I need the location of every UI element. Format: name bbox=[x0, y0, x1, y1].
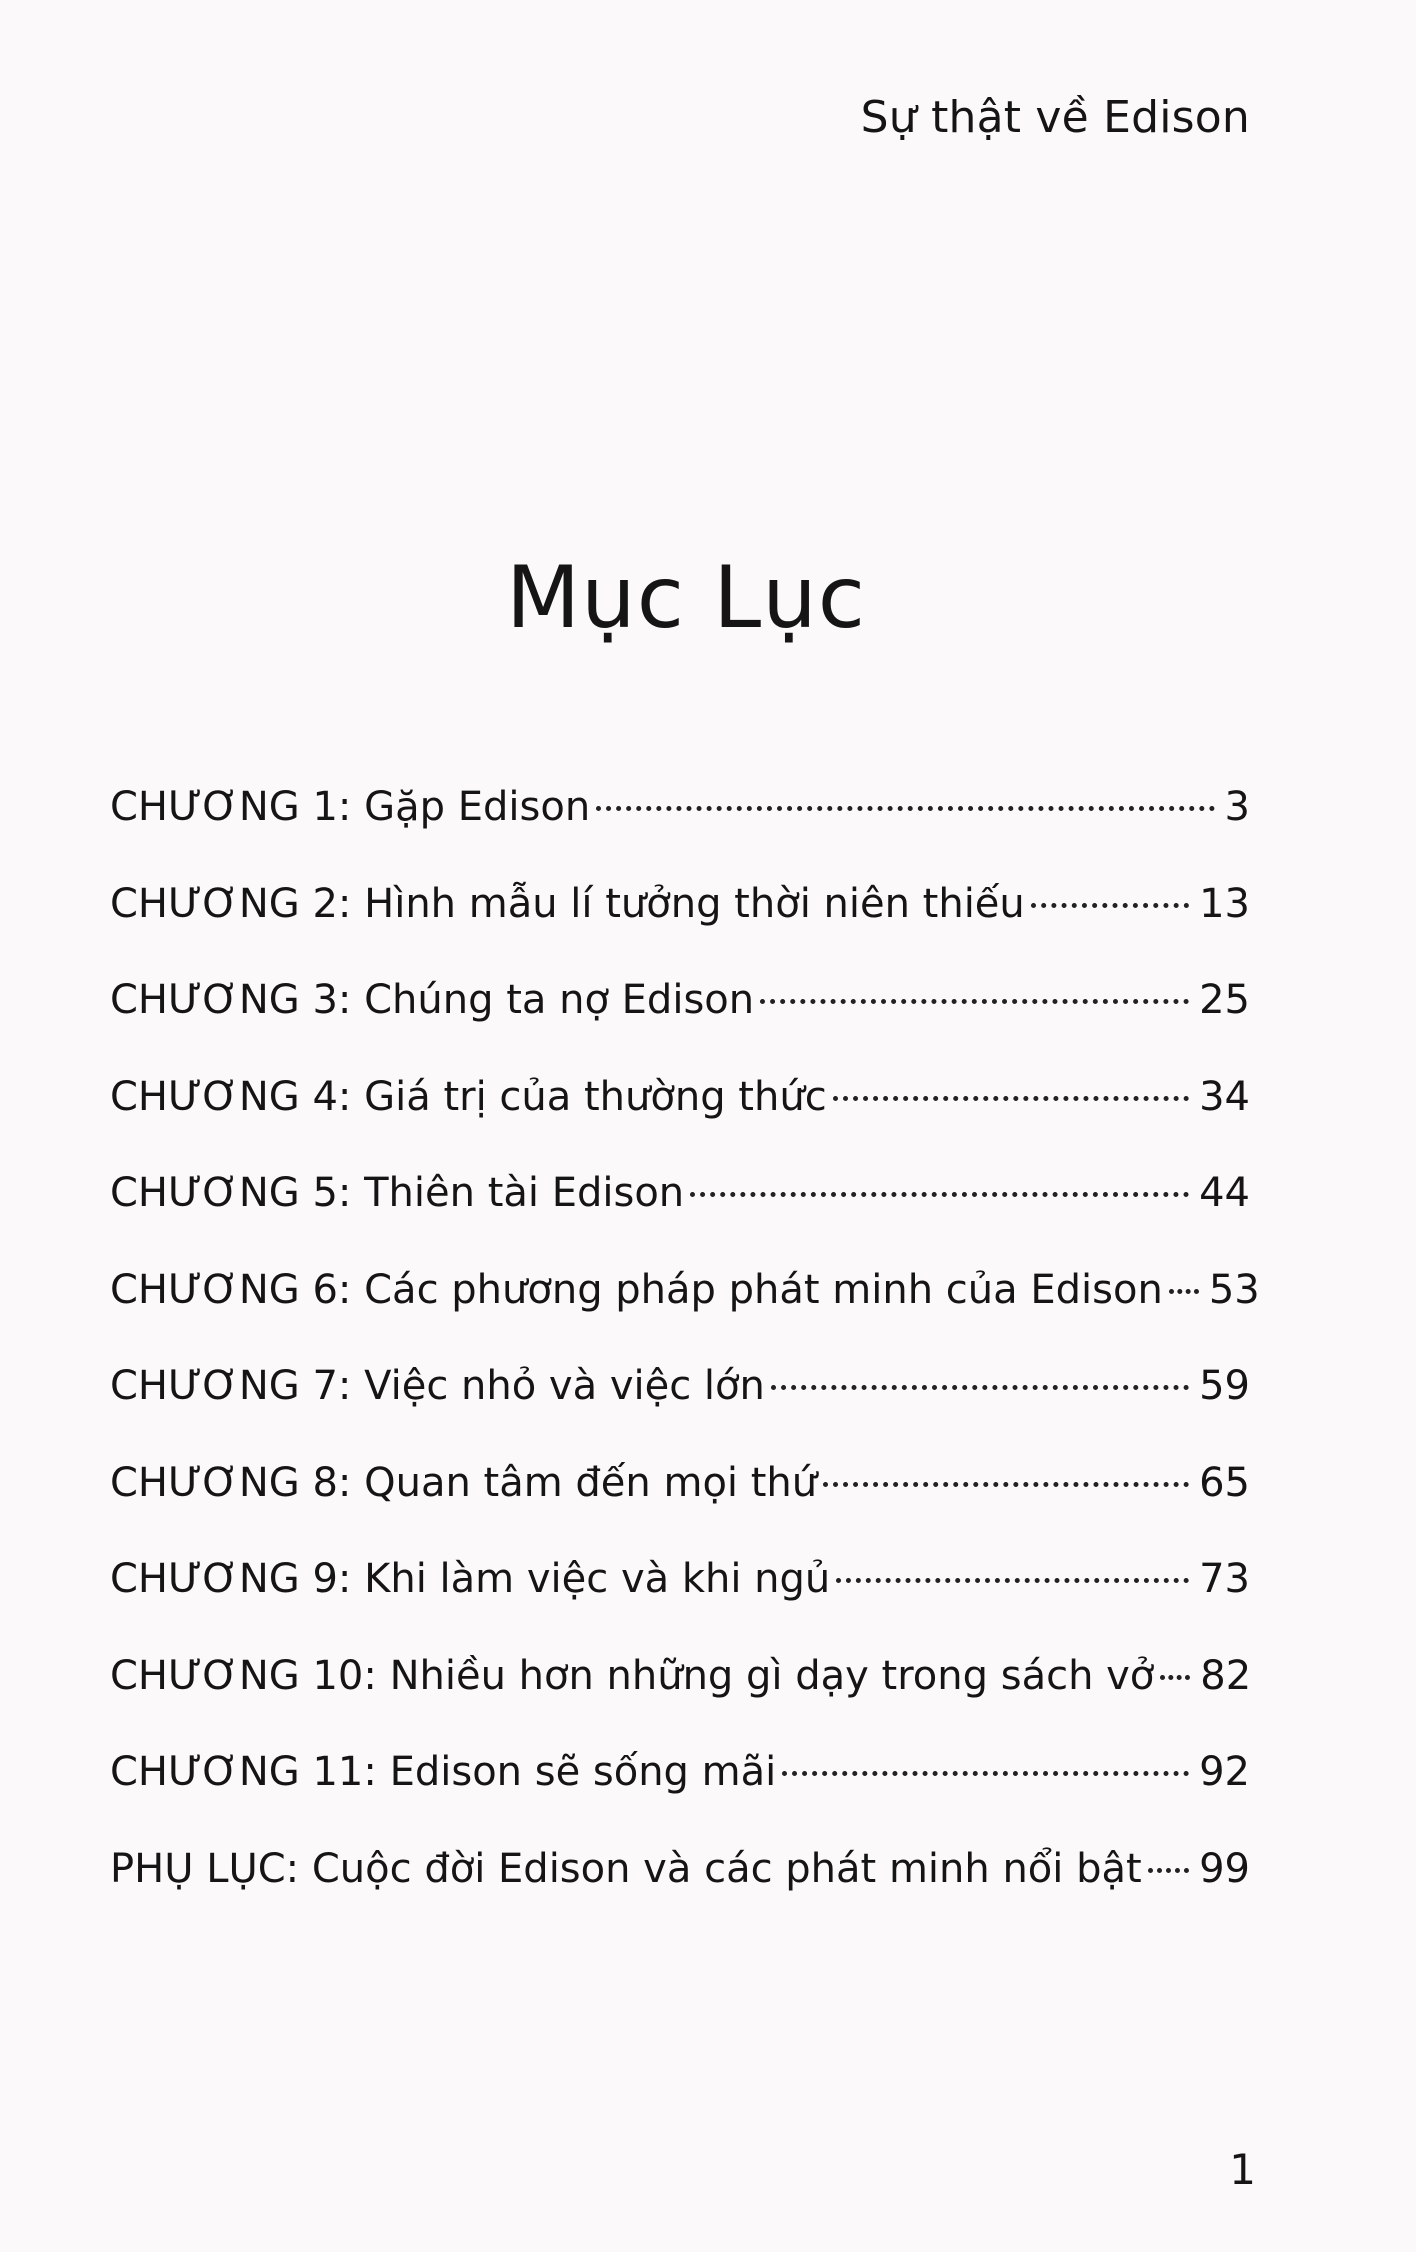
toc-entry-label: CHƯƠNG 10: Nhiều hơn những gì dạy trong sách vở bbox=[110, 1652, 1155, 1699]
toc-entry-page: 59 bbox=[1199, 1363, 1250, 1409]
toc-entry-label: CHƯƠNG 11: Edison sẽ sống mãi bbox=[110, 1749, 777, 1795]
toc-entry-page: 73 bbox=[1199, 1556, 1250, 1602]
toc-entry-page: 53 bbox=[1208, 1266, 1260, 1313]
dot-leader bbox=[782, 1771, 1189, 1776]
toc-entry-page: 82 bbox=[1200, 1652, 1252, 1699]
toc-entry-chapter-6[interactable] bbox=[110, 1260, 1260, 1357]
toc-list bbox=[110, 777, 1260, 1935]
dot-leader bbox=[823, 1482, 1189, 1487]
toc-entry-chapter-10[interactable] bbox=[110, 1646, 1250, 1743]
dot-leader bbox=[690, 1192, 1189, 1197]
toc-entry-chapter-2[interactable] bbox=[110, 874, 1250, 971]
toc-entry-label: CHƯƠNG 1: Gặp Edison bbox=[110, 784, 591, 830]
toc-entry-label: CHƯƠNG 7: Việc nhỏ và việc lớn bbox=[110, 1363, 765, 1409]
toc-entry-chapter-8[interactable] bbox=[110, 1453, 1250, 1550]
toc-entry-label: CHƯƠNG 3: Chúng ta nợ Edison bbox=[110, 977, 755, 1023]
toc-entry-label: CHƯƠNG 4: Giá trị của thường thức bbox=[110, 1073, 827, 1120]
toc-entry-label: CHƯƠNG 6: Các phương pháp phát minh của Edison bbox=[110, 1266, 1163, 1313]
toc-entry-label: CHƯƠNG 9: Khi làm việc và khi ngủ bbox=[110, 1556, 831, 1602]
dot-leader bbox=[1031, 903, 1189, 908]
toc-entry-page: 65 bbox=[1199, 1459, 1250, 1506]
dot-leader bbox=[1148, 1868, 1189, 1873]
toc-entry-chapter-11[interactable] bbox=[110, 1742, 1250, 1839]
toc-entry-page: 34 bbox=[1199, 1073, 1250, 1120]
toc-entry-appendix[interactable] bbox=[110, 1839, 1250, 1936]
dot-leader bbox=[596, 806, 1214, 811]
toc-entry-chapter-5[interactable] bbox=[110, 1163, 1250, 1260]
toc-entry-chapter-9[interactable] bbox=[110, 1549, 1250, 1646]
toc-entry-page: 99 bbox=[1199, 1845, 1250, 1892]
toc-entry-chapter-4[interactable] bbox=[110, 1067, 1250, 1164]
dot-leader bbox=[760, 999, 1189, 1004]
toc-entry-chapter-7[interactable] bbox=[110, 1356, 1250, 1453]
page-number: 1 bbox=[1229, 2145, 1256, 2194]
toc-entry-label: CHƯƠNG 2: Hình mẫu lí tưởng thời niên thiếu bbox=[110, 880, 1025, 927]
toc-entry-page: 44 bbox=[1199, 1170, 1250, 1216]
toc-entry-page: 3 bbox=[1224, 784, 1250, 830]
toc-entry-chapter-3[interactable] bbox=[110, 970, 1250, 1067]
running-header: Sự thật về Edison bbox=[860, 92, 1250, 143]
dot-leader bbox=[833, 1096, 1189, 1101]
toc-title: Mục Lục bbox=[505, 548, 867, 648]
toc-entry-label: CHƯƠNG 5: Thiên tài Edison bbox=[110, 1170, 685, 1216]
toc-entry-page: 92 bbox=[1199, 1749, 1250, 1795]
dot-leader bbox=[1169, 1289, 1199, 1294]
toc-entry-label: CHƯƠNG 8: Quan tâm đến mọi thứ bbox=[110, 1459, 818, 1506]
toc-entry-page: 13 bbox=[1199, 880, 1250, 927]
toc-entry-page: 25 bbox=[1199, 977, 1250, 1023]
toc-entry-label: PHỤ LỤC: Cuộc đời Edison và các phát minh nổi bật bbox=[110, 1845, 1142, 1892]
dot-leader bbox=[771, 1385, 1189, 1390]
toc-entry-chapter-1[interactable] bbox=[110, 777, 1250, 874]
dot-leader bbox=[1160, 1675, 1190, 1680]
dot-leader bbox=[836, 1578, 1189, 1583]
